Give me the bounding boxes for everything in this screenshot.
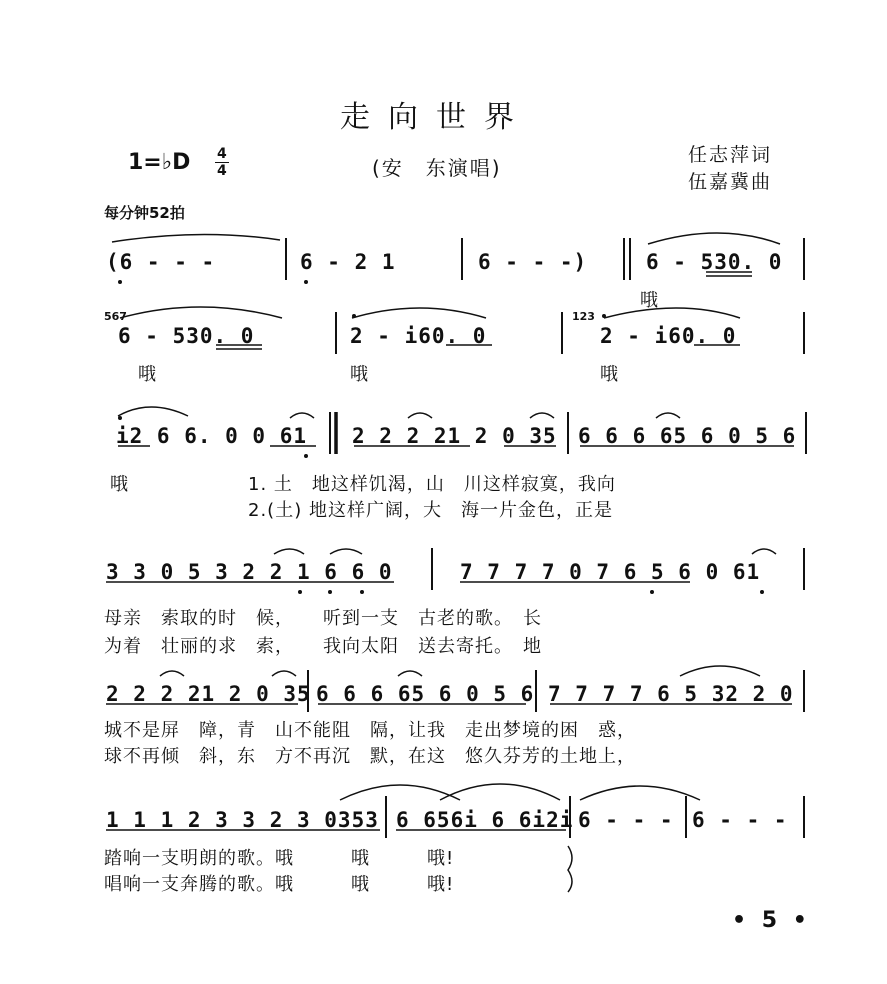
line3-lyric-verse2: 2.(土) 地这样广阔，大 海一片金色，正是 bbox=[248, 500, 613, 521]
slur bbox=[408, 413, 432, 418]
line6-measure3: 6 - - - bbox=[578, 808, 674, 832]
line4-lyric-verse1: 母亲 索取的时 候， 听到一支 古老的歌。 长 bbox=[104, 608, 542, 629]
line6-lyric-verse1: 踏响一支明朗的歌。哦 哦 哦! bbox=[104, 848, 455, 869]
line1-measure4: 6 - 530. 0 bbox=[646, 250, 783, 274]
slur bbox=[120, 307, 282, 318]
octave-dot bbox=[360, 590, 364, 594]
octave-dot bbox=[298, 590, 302, 594]
line6-lyric-verse2: 唱响一支奔腾的歌。哦 哦 哦! bbox=[104, 874, 455, 895]
line2-syllable-2: 哦 bbox=[350, 364, 368, 385]
lyric-brace bbox=[568, 846, 572, 892]
line6-measure2: 6 656i 6 6i2i bbox=[396, 808, 574, 832]
slur bbox=[112, 234, 280, 242]
octave-dot bbox=[650, 590, 654, 594]
line2-measure1: 6 - 530. 0 bbox=[118, 324, 255, 348]
line5-measure3: 7 7 7 7 6 5 32 2 0 bbox=[548, 682, 794, 706]
slur bbox=[340, 785, 460, 800]
line3-measure1: i2 6 6. 0 0 61 bbox=[116, 424, 308, 448]
octave-dot bbox=[304, 280, 308, 284]
line1-syllable: 哦 bbox=[640, 290, 658, 311]
slur bbox=[648, 233, 780, 244]
slur bbox=[440, 784, 560, 800]
tempo-marking: 每分钟52拍 bbox=[104, 204, 185, 222]
slur bbox=[752, 549, 776, 554]
line5-lyric-verse2: 球不再倾 斜，东 方不再沉 默，在这 悠久芬芳的土地上， bbox=[104, 746, 636, 767]
meter-bottom: 4 bbox=[217, 163, 227, 179]
line2-syllable-3: 哦 bbox=[600, 364, 618, 385]
slur bbox=[680, 666, 760, 676]
slur bbox=[330, 549, 362, 554]
grace-notes-1: 567 bbox=[104, 310, 127, 323]
slur bbox=[580, 786, 700, 800]
song-title: 走向世界 bbox=[340, 100, 532, 135]
line1-measure3: 6 - - -) bbox=[478, 250, 588, 274]
slur bbox=[160, 671, 184, 676]
line3-syllable: 哦 bbox=[110, 474, 128, 495]
octave-dot bbox=[760, 590, 764, 594]
slur bbox=[274, 549, 304, 554]
line2-syllable-1: 哦 bbox=[138, 364, 156, 385]
key-signature: 1=♭D bbox=[128, 150, 191, 175]
line5-measure1: 2 2 2 21 2 0 35 bbox=[106, 682, 311, 706]
composer-credit: 伍嘉冀曲 bbox=[688, 171, 773, 193]
slur bbox=[530, 413, 554, 418]
line3-lyric-verse1: 1. 土 地这样饥渴，山 川这样寂寞，我向 bbox=[248, 474, 616, 495]
octave-dot bbox=[328, 590, 332, 594]
slur bbox=[656, 413, 680, 418]
line3-measure3: 6 6 6 65 6 0 5 6 bbox=[578, 424, 797, 448]
slur bbox=[290, 413, 314, 418]
line5-measure2: 6 6 6 65 6 0 5 6 bbox=[316, 682, 535, 706]
octave-dot bbox=[602, 314, 606, 318]
octave-dot bbox=[118, 280, 122, 284]
line4-measure1: 3 3 0 5 3 2 2 1 6 6 0 bbox=[106, 560, 393, 584]
page-number: • 5 • bbox=[732, 908, 811, 933]
octave-dot bbox=[118, 416, 122, 420]
line4-measure2: 7 7 7 7 0 7 6 5 6 0 61 bbox=[460, 560, 761, 584]
slur bbox=[118, 407, 188, 416]
slur bbox=[272, 671, 296, 676]
line1-measure2: 6 - 2 1 bbox=[300, 250, 396, 274]
line1-measure1: (6 - - - bbox=[106, 250, 216, 274]
line2-measure3: 2 - i60. 0 bbox=[600, 324, 737, 348]
singer-credit: (安 东演唱) bbox=[372, 156, 502, 180]
slur bbox=[352, 308, 486, 318]
octave-dot bbox=[304, 454, 308, 458]
meter-top: 4 bbox=[217, 146, 227, 162]
line5-lyric-verse1: 城不是屏 障，青 山不能阻 隔，让我 走出梦境的困 惑， bbox=[104, 720, 636, 741]
octave-dot bbox=[352, 314, 356, 318]
grace-notes-2: 123 bbox=[572, 310, 595, 323]
line6-measure4: 6 - - - bbox=[692, 808, 788, 832]
line2-measure2: 2 - i60. 0 bbox=[350, 324, 487, 348]
line3-measure2: 2 2 2 21 2 0 35 bbox=[352, 424, 557, 448]
lyricist-credit: 任志萍词 bbox=[688, 144, 773, 166]
slur bbox=[604, 308, 740, 318]
line4-lyric-verse2: 为着 壮丽的求 索， 我向太阳 送去寄托。 地 bbox=[104, 636, 542, 657]
slur bbox=[398, 671, 422, 676]
line6-measure1: 1 1 1 2 3 3 2 3 0353 bbox=[106, 808, 379, 832]
